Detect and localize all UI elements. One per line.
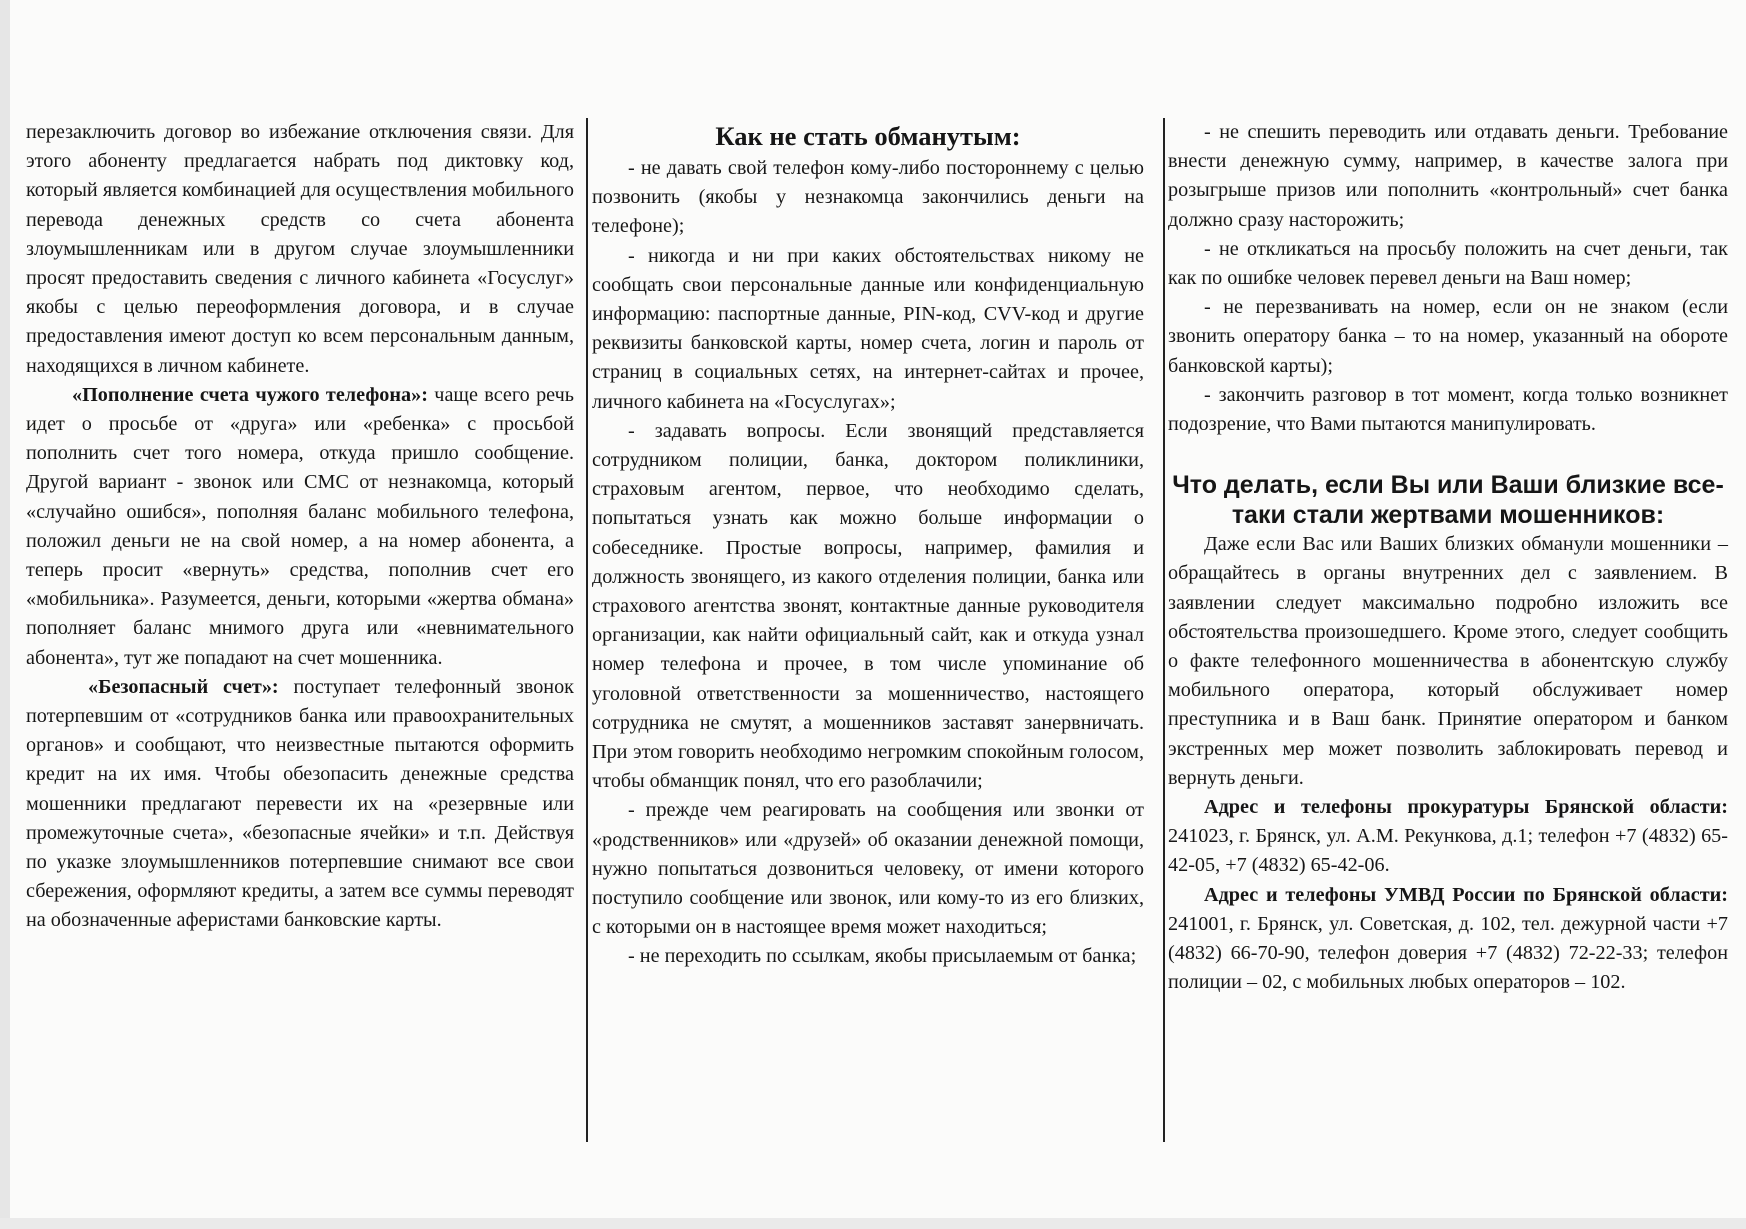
- tip-item: - не переходить по ссылкам, якобы присылаемым от банка;: [628, 945, 1137, 968]
- column-divider-1: [586, 118, 588, 1142]
- prosecutor-contacts: [1168, 793, 1728, 881]
- tip-item: - не перезванивать на номер, если он не знаком (если звонить оператору банка – то на номер, указанный на обороте банковской карты);: [1168, 296, 1728, 377]
- tip-item: - никогда и ни при каких обстоятельствах никому не сообщать свои персональные данные или конфиденциальную информацию: паспортные данные, PIN-код, CVV-код и другие реквизиты банковской карты, номер счета, логин и пароль от страниц в социальных сетях, на интернет-сайтах и прочее, личного кабинета на «Госуслугах»;: [592, 244, 1144, 413]
- column-2: [592, 118, 1144, 972]
- prosecutor-label: Адрес и телефоны прокуратуры Брянской области:: [1204, 796, 1728, 819]
- umvd-label: Адрес и телефоны УМВД России по Брянской области:: [1204, 883, 1728, 906]
- tip-item: - закончить разговор в тот момент, когда только возникнет подозрение, что Вами пытаются манипулировать.: [1168, 383, 1728, 436]
- contract-scheme-paragraph: перезаключить договор во избежание отключения связи. Для этого абоненту предлагается набрать под диктовку код, который является комбинацией для осуществления мобильного перевода денежных средств со счета абонента злоумышленникам или в другом случае злоумышленники просят предоставить сведения с личного кабинета «Госуслуг» якобы с целью переоформления договора, и в случае предоставления имеют доступ ко всем персональным данным, находящихся в личном кабинете.: [26, 121, 574, 377]
- safe-account-paragraph: [26, 673, 574, 936]
- scan-bottom-edge: [0, 1218, 1746, 1229]
- tip-item: - задавать вопросы. Если звонящий представляется сотрудником полиции, банка, доктором поликлиники, страховым агентом, первое, что необходимо сделать, попытаться узнать как можно больше информации о собеседнике. Простые вопросы, например, фамилия и должность звонящего, из какого отделения полиции, банка или страхового агентства звонят, контактные данные руководителя организации, как найти официальный сайт, как и откуда узнал номер телефона и прочее, в том числе упоминание об уголовной ответственности за мошенничество, настоящего сотрудника не смутят, а мошенников заставят занервничать. При этом говорить необходимо негромким спокойным голосом, чтобы обманщик понял, что его разоблачили;: [592, 419, 1144, 793]
- umvd-contacts: [1168, 881, 1728, 998]
- umvd-text: 241001, г. Брянск, ул. Советская, д. 102, тел. дежурной части +7 (4832) 66-70-90, телефон доверия +7 (4832) 72-22-33; телефон полиции – 02, с мобильных любых операторов – 102.: [1168, 912, 1728, 994]
- column-1: [26, 118, 574, 936]
- section-title-prevention: Как не стать обманутым:: [715, 121, 1021, 151]
- tip-item: - не спешить переводить или отдавать деньги. Требование внести денежную сумму, например, в качестве залога при розыгрыше призов или пополнить «контрольный» счет банка должно сразу насторожить;: [1168, 121, 1728, 231]
- scan-left-edge: [0, 0, 10, 1229]
- tip-item: - прежде чем реагировать на сообщения или звонки от «родственников» или «друзей» об оказании денежной помощи, нужно попытаться дозвониться человеку, от имени которого поступило сообщение или звонок, или кому-то из его близких, с которыми он в настоящее время может находиться;: [592, 799, 1144, 939]
- tip-item: - не откликаться на просьбу положить на счет деньги, так как по ошибке человек перевел деньги на Ваш номер;: [1168, 237, 1728, 290]
- safe-account-label: «Безопасный счет»:: [88, 675, 279, 698]
- safe-account-text: поступает телефонный звонок потерпевшим от «сотрудников банка или правоохранительных органов» и сообщают, что неизвестные пытаются оформить кредит на их имя. Чтобы обезопасить денежные средства мошенники предлагают перевести их на «резервные или промежуточные счета», «безопасные ячейки» и т.п. Действуя по указке злоумышленников потерпевшие снимают все свои сбережения, оформляют кредиты, а затем все суммы переводят на обозначенные аферистами банковские карты.: [26, 675, 574, 932]
- phone-topup-paragraph: [26, 381, 574, 673]
- spacer: [1168, 439, 1728, 470]
- victim-help-paragraph: Даже если Вас или Ваших близких обманули мошенники – обращайтесь в органы внутренних дел с заявлением. В заявлении следует максимально подробно изложить все обстоятельства произошедшего. Кроме этого, следует сообщить о факте телефонного мошенничества в абонентскую службу мобильного оператора, который обслуживает номер преступника и в Ваш банк. Принятие оператором и банком экстренных мер может позволить заблокировать перевод и вернуть деньги.: [1168, 533, 1728, 789]
- tip-item: - не давать свой телефон кому-либо постороннему с целью позвонить (якобы у незнакомца закончились деньги на телефоне);: [592, 157, 1144, 238]
- column-divider-2: [1163, 118, 1165, 1142]
- phone-topup-text: чаще всего речь идет о просьбе от «друга» или «ребенка» с просьбой пополнить счет того номера, откуда пришло сообщение. Другой вариант - звонок или СМС от незнакомца, который «случайно ошибся», пополняя баланс мобильного телефона, положил деньги не на свой номер, а на номер абонента, а теперь просит «вернуть» средства, пополнив счет его «мобильника». Разумеется, деньги, которыми «жертва обмана» пополняет баланс мнимого друга или «невнимательного абонента», тут же попадают на счет мошенника.: [26, 383, 574, 669]
- phone-topup-label: «Пополнение счета чужого телефона»:: [72, 383, 428, 406]
- prosecutor-text: 241023, г. Брянск, ул. А.М. Рекункова, д.1; телефон +7 (4832) 65-42-05, +7 (4832) 65-42-06.: [1168, 825, 1728, 877]
- column-3: [1168, 118, 1728, 997]
- section-title-victims: Что делать, если Вы или Ваши близкие все-таки стали жертвами мошенников:: [1172, 471, 1724, 530]
